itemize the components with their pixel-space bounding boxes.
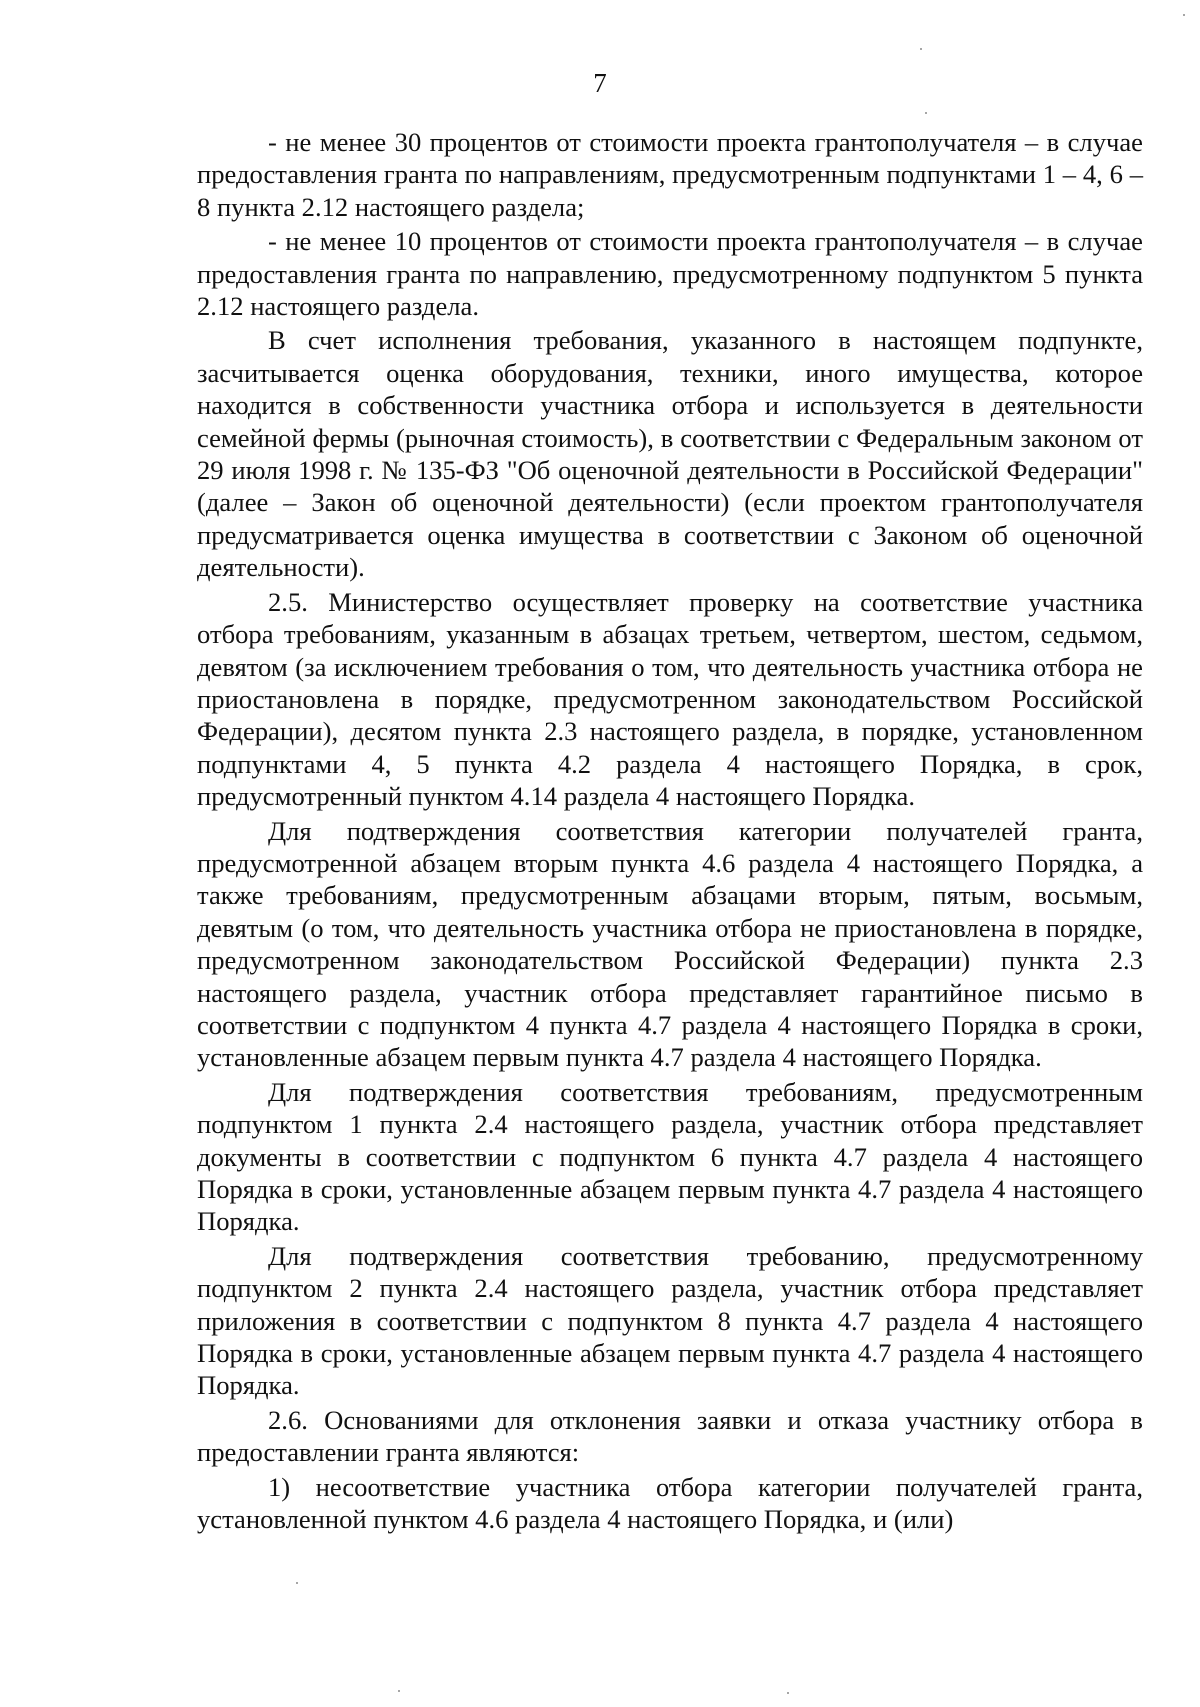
scan-speck (398, 1690, 400, 1692)
paragraph-attachments-subclause-2: Для подтверждения соответствия требованию, предусмотренному подпунктом 2 пункта 2.4 настоящего раздела, участник отбора представляет приложения в соответствии с подпунктом 8 пункта 4.7 раздела 4 настоящего Порядка в сроки, установленные абзацем первым пункта 4.7 раздела 4 настоящего Порядка. (197, 1240, 1143, 1401)
document-body (197, 126, 1143, 1535)
scan-speck (920, 48, 922, 50)
paragraph-guarantee-letter: Для подтверждения соответствия категории получателей гранта, предусмотренной абзацем вторым пункта 4.6 раздела 4 настоящего Порядка, а также требованиям, предусмотренным абзацами вторым, пятым, восьмым, девятым (о том, что деятельность участника отбора не приостановлена в порядке, предусмотренном законодательством Российской Федерации) пункта 2.3 настоящего раздела, участник отбора представляет гарантийное письмо в соответствии с подпунктом 4 пункта 4.7 раздела 4 настоящего Порядка в сроки, установленные абзацем первым пункта 4.7 раздела 4 настоящего Порядка. (197, 815, 1143, 1073)
paragraph-documents-subclause-1: Для подтверждения соответствия требованиям, предусмотренным подпунктом 1 пункта 2.4 настоящего раздела, участник отбора представляет документы в соответствии с подпунктом 6 пункта 4.7 раздела 4 настоящего Порядка в сроки, установленные абзацем первым пункта 4.7 раздела 4 настоящего Порядка. (197, 1076, 1143, 1237)
paragraph-clause-2-5: 2.5. Министерство осуществляет проверку на соответствие участника отбора требованиям, указанным в абзацах третьем, четвертом, шестом, седьмом, девятом (за исключением требования о том, что деятельность участника отбора не приостановлена в порядке, предусмотренном законодательством Российской Федерации), десятом пункта 2.3 настоящего раздела, в порядке, установленном подпунктами 4, 5 пункта 4.2 раздела 4 настоящего Порядка, в срок, предусмотренный пунктом 4.14 раздела 4 настоящего Порядка. (197, 586, 1143, 812)
scan-speck (925, 112, 927, 114)
scan-speck (1183, 14, 1185, 16)
paragraph-rejection-ground-1: 1) несоответствие участника отбора категории получателей гранта, установленной пунктом 4.6 раздела 4 настоящего Порядка, и (или) (197, 1471, 1143, 1535)
paragraph-clause-2-6: 2.6. Основаниями для отклонения заявки и отказа участнику отбора в предоставлении гранта являются: (197, 1404, 1143, 1468)
paragraph-requirement-30-percent: - не менее 30 процентов от стоимости проекта грантополучателя – в случае предоставления гранта по направлениям, предусмотренным подпунктами 1 – 4, 6 – 8 пункта 2.12 настоящего раздела; (197, 127, 1143, 222)
scan-speck (787, 1692, 789, 1694)
scan-speck (296, 1582, 298, 1584)
page-number: 7 (593, 68, 607, 98)
paragraph-property-valuation: В счет исполнения требования, указанного в настоящем подпункте, засчитывается оценка оборудования, техники, иного имущества, которое находится в собственности участника отбора и используется в деятельности семейной фермы (рыночная стоимость), в соответствии с Федеральным законом от 29 июля 1998 г. № 135-ФЗ "Об оценочной деятельности в Российской Федерации" (далее – Закон об оценочной деятельности) (если проектом грантополучателя предусматривается оценка имущества в соответствии с Законом об оценочной деятельности). (197, 325, 1143, 583)
paragraph-requirement-10-percent: - не менее 10 процентов от стоимости проекта грантополучателя – в случае предоставления гранта по направлению, предусмотренному подпунктом 5 пункта 2.12 настоящего раздела. (197, 226, 1143, 322)
